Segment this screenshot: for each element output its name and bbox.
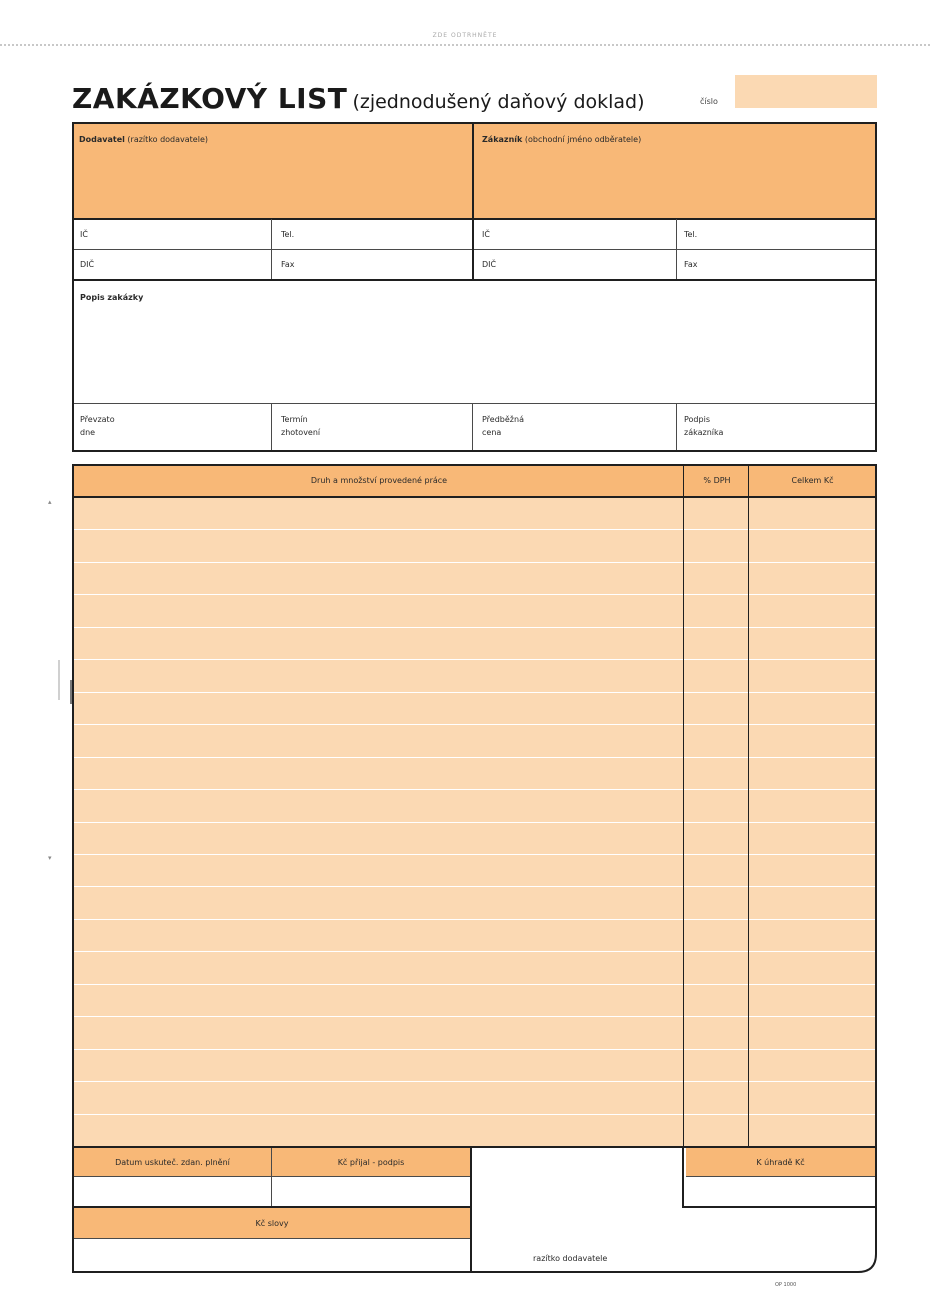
divider <box>271 219 272 279</box>
perforation-line <box>0 44 930 46</box>
divider <box>74 403 875 404</box>
customer-tel-label: Tel. <box>684 230 698 239</box>
termin-label: Termín zhotovení <box>281 415 321 437</box>
product-code: OP 1000 <box>775 1282 797 1288</box>
divider <box>676 219 677 279</box>
divider <box>74 249 875 250</box>
arrow-down-icon: ▾ <box>48 854 52 862</box>
popis-label: Popis zakázky <box>80 293 144 302</box>
divider <box>271 404 272 450</box>
footer-left-box <box>72 1146 472 1273</box>
razitko-label: razítko dodavatele <box>533 1254 608 1263</box>
items-table <box>72 464 877 1148</box>
supplier-fax-label: Fax <box>281 260 295 269</box>
kc-prijal-label: Kč přijal - podpis <box>337 1158 405 1167</box>
header-dph: % DPH <box>703 476 731 485</box>
divider <box>74 279 875 281</box>
header-celkem: Celkem Kč <box>791 476 834 485</box>
supplier-tel-label: Tel. <box>281 230 295 239</box>
divider <box>472 404 473 450</box>
datum-label: Datum uskuteč. zdan. plnění <box>115 1158 230 1167</box>
col-divider-celkem <box>748 466 749 1146</box>
prevzato-label: Převzato dne <box>80 415 115 437</box>
supplier-dic-label: DIČ <box>80 260 95 269</box>
kc-slovy-label: Kč slovy <box>255 1219 289 1228</box>
arrow-up-icon: ▴ <box>48 498 52 506</box>
supplier-label: Dodavatel (razítko dodavatele) <box>79 135 208 144</box>
customer-fax-label: Fax <box>684 260 698 269</box>
divider <box>74 218 875 220</box>
podpis-label: Podpis zákazníka <box>684 415 724 437</box>
cislo-field[interactable] <box>735 75 877 108</box>
page-title <box>72 82 645 115</box>
customer-label: Zákazník (obchodní jméno odběratele) <box>482 135 642 144</box>
tear-label: ZDE ODTRHNĚTE <box>432 32 498 39</box>
divider <box>472 124 474 279</box>
col-divider-dph <box>683 466 684 1146</box>
side-print-info <box>14 480 74 870</box>
k-uhrade-label: K úhradě Kč <box>756 1158 805 1167</box>
predbezna-label: Předběžná cena <box>482 415 524 437</box>
title-main: ZAKÁZKOVÝ LIST <box>72 82 348 115</box>
cislo-label: číslo <box>700 97 718 106</box>
customer-dic-label: DIČ <box>482 260 497 269</box>
header-druh: Druh a množství provedené práce <box>310 476 448 485</box>
supplier-ic-label: IČ <box>80 230 88 239</box>
divider <box>676 404 677 450</box>
title-sub: (zjednodušený daňový doklad) <box>352 91 645 113</box>
customer-ic-label: IČ <box>482 230 490 239</box>
